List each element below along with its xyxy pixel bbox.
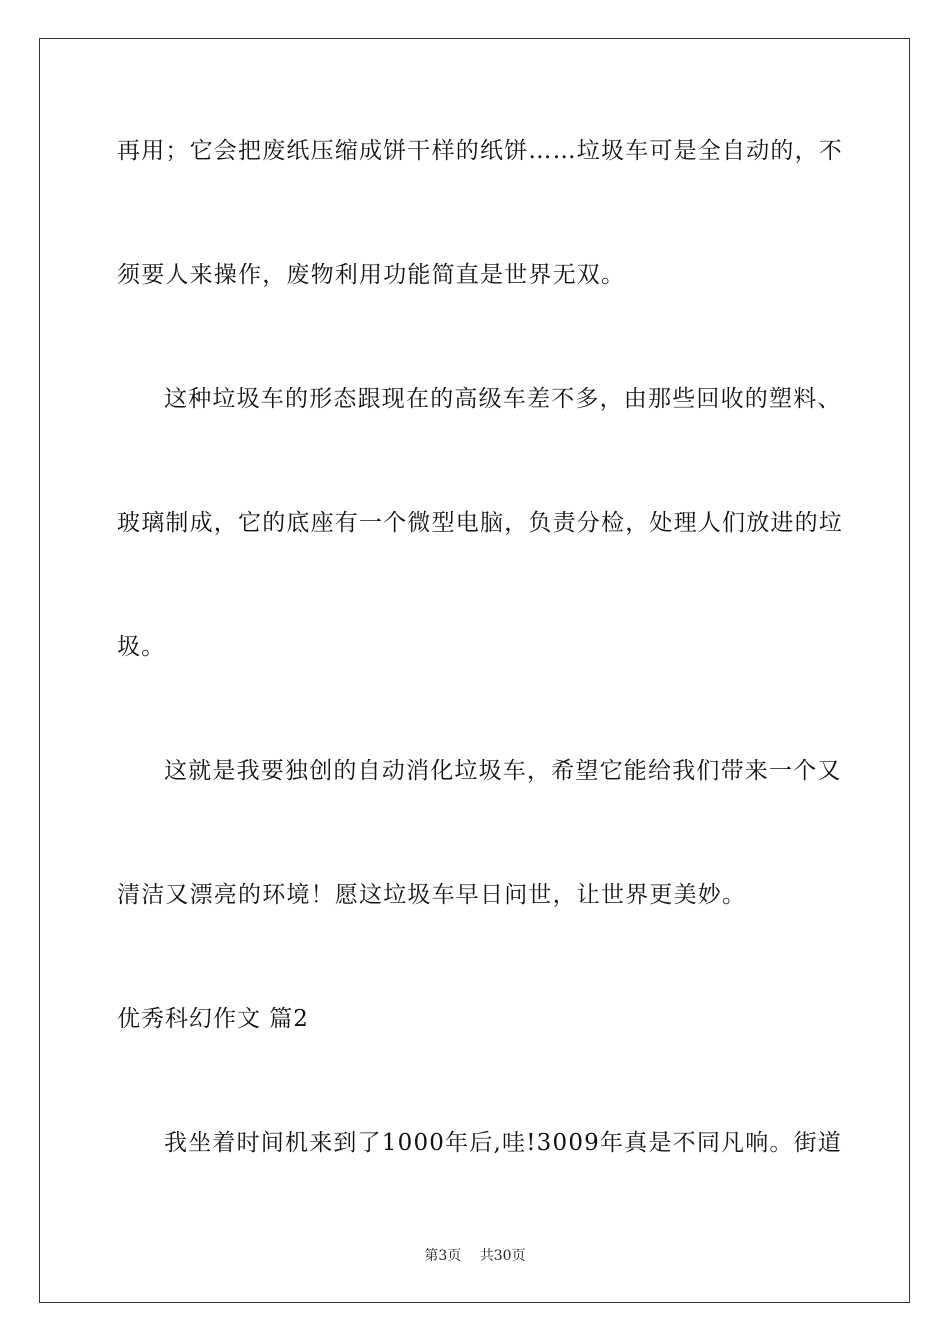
text-line: 清洁又漂亮的环境！愿这垃圾车早日问世，让世界更美妙。 [117,882,747,908]
paragraph-start-line: 这就是我要独创的自动消化垃圾车，希望它能给我们带来一个又 [164,758,842,784]
page-number: 第3页 [424,1248,462,1264]
text-line: 玻璃制成，它的底座有一个微型电脑，负责分检，处理人们放进的垃 [117,510,843,536]
text-line: 圾。 [117,634,166,660]
paragraph-start-line: 这种垃圾车的形态跟现在的高级车差不多，由那些回收的塑料、 [164,386,842,412]
text-line: 须要人来操作，废物利用功能简直是世界无双。 [117,262,626,288]
paragraph-start-line: 我坐着时间机来到了1000年后,哇!3009年真是不同凡响。街道 [164,1130,843,1156]
section-heading: 优秀科幻作文 篇2 [117,1006,309,1032]
page-footer [0,1247,950,1265]
total-pages: 共30页 [479,1248,526,1264]
page-border [39,38,910,1303]
text-line: 再用；它会把废纸压缩成饼干样的纸饼……垃圾车可是全自动的，不 [117,138,843,164]
